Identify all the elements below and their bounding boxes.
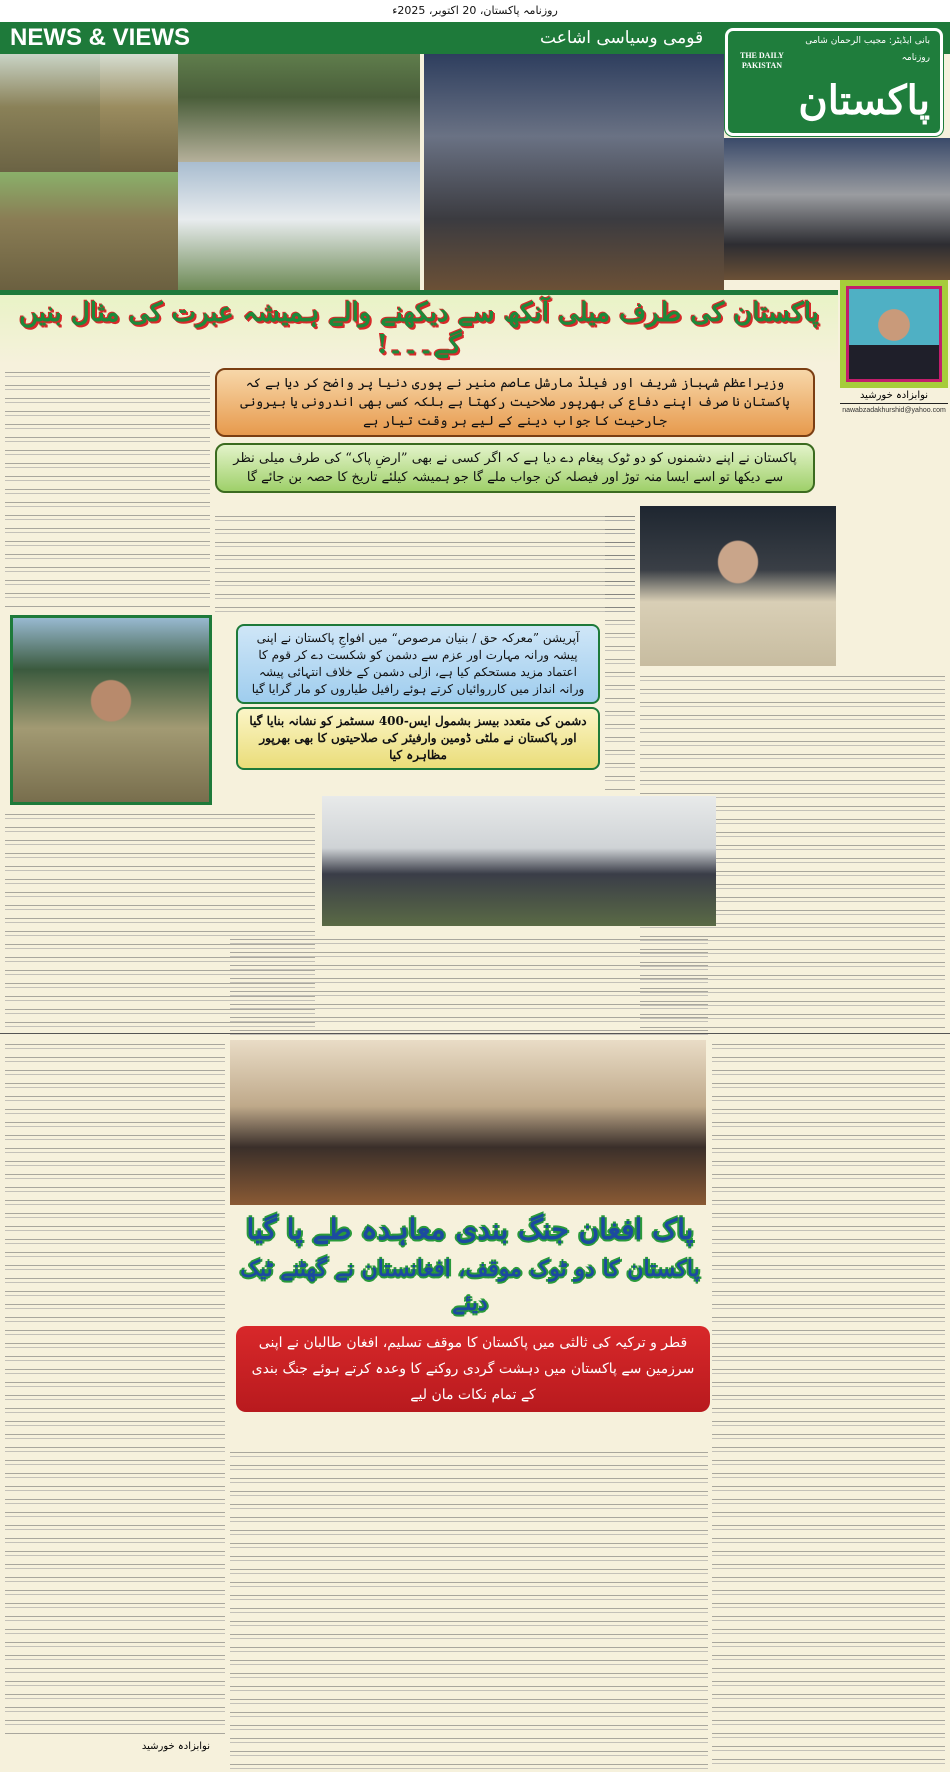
highlight-box-green: پاکستان نے اپنے دشمنوں کو دو ٹوک پیغام دے دیا ہے کہ اگر کسی نے بھی ”ارضِ پاک“ کی طرف میلی نظر سے دیکھا تو اسے ایسا منہ توڑ اور فیصلہ کن جواب ملے گا جو ہمیشہ کیلئے تاریخ کا حصہ بن جائے گا <box>215 443 815 493</box>
author-photo <box>840 280 948 388</box>
text-column <box>5 368 210 610</box>
highlight-box-yellow: دشمن کی متعدد بیسز بشمول ایس-400 سسٹمز کو نشانہ بنایا گیا اور پاکستان نے ملٹی ڈومین وارفیئر کی صلاحیتوں کا بھی بھرپور مظاہرہ کیا <box>236 707 600 770</box>
author-email[interactable]: nawabzadakhurshid@yahoo.com <box>842 407 946 414</box>
logo-prefix: روزنامہ <box>901 53 930 63</box>
main-headline: پاکستان کی طرف میلی آنکھ سے دیکھنے والے ہمیشہ عبرت کی مثال بنیں گے۔۔۔! <box>19 298 819 360</box>
photo-army-chief-salute <box>0 54 100 172</box>
dateline: روزنامہ پاکستان، 20 اکتوبر، 2025ء <box>0 0 950 22</box>
photo-field-marshal <box>10 615 212 805</box>
photo-troops <box>0 172 178 290</box>
newspaper-logo <box>725 28 943 136</box>
text-column <box>712 1040 945 1770</box>
divider <box>0 1033 950 1034</box>
main-headline-banner <box>0 290 838 364</box>
logo-en-line1: THE DAILY <box>740 51 784 60</box>
section-title-ur: قومی وسیاسی اشاعت <box>540 28 704 48</box>
logo-en-line2: PAKISTAN <box>741 61 783 70</box>
text-column <box>5 1040 225 1735</box>
ceasefire-headline <box>230 1208 710 1320</box>
text-column <box>230 935 708 1035</box>
author-portrait <box>846 286 942 382</box>
ceasefire-summary-box: قطر و ترکیہ کی ثالثی میں پاکستان کا موقف تسلیم، افغان طالبان نے اپنی سرزمین سے پاکستان میں دہشت گردی روکنے کا وعدہ کرتے ہوئے جنگ بندی کے تمام نکات مان لیے <box>236 1326 710 1412</box>
highlight-box-blue: آپریشن ”معرکہ حق / بنیان مرصوص“ میں افواجِ پاکستان نے اپنی پیشہ ورانہ مہارت اور عزم سے دشمن کو شکست دے کر قوم کا اعتماد مزید مستحکم کیا ہے، ازلی دشمن کے خلاف انتہائی پیشہ ورانہ انداز میں کارروائیاں کرتے ہوئے رافیل طیاروں کو مار گرایا گیا <box>236 624 600 704</box>
section-title-en: NEWS & VIEWS <box>10 24 191 51</box>
ceasefire-story <box>230 1208 710 1412</box>
logo-title: پاکستان <box>798 77 930 124</box>
photo-army-officer <box>100 54 178 172</box>
highlight-box-orange: وزیراعظم شہباز شریف اور فیلڈ مارشل عاصم منیر نے پوری دنیا پر واضح کر دیا ہے کہ پاکستان نا صرف اپنے دفاع کی بھرپور صلاحیت رکھتا ہے بلکہ کسی بھی اندرونی یا بیرونی جارحیت کا جواب دینے کے لیے ہر وقت تیار ہے <box>215 368 815 437</box>
author-name: نوابزادہ خورشید <box>840 389 948 404</box>
logo-editor: بانی ایڈیٹر: مجیب الرحمان شامی <box>805 36 930 46</box>
text-column <box>215 512 635 620</box>
photo-military-academy <box>178 162 420 290</box>
ceasefire-headline-line1: پاک افغان جنگ بندی معاہدہ طے پا گیا <box>246 1213 694 1246</box>
photo-inauguration-ceremony <box>322 796 716 926</box>
photo-cabinet-meeting <box>424 54 724 290</box>
text-column <box>230 1448 708 1770</box>
highlight-stack-top <box>215 368 815 493</box>
photo-parade-ground <box>178 54 420 162</box>
signature: نوابزادہ خورشید <box>10 1740 210 1754</box>
photo-cabinet-meeting-right <box>724 138 950 280</box>
logo-english <box>740 51 784 71</box>
highlight-stack-middle <box>236 624 600 770</box>
photo-ceasefire-signing <box>230 1040 706 1205</box>
ceasefire-headline-line2: پاکستان کا دو ٹوک موقف، افغانستان نے گھٹنے ٹیک دیئے <box>240 1256 700 1316</box>
photo-prime-minister <box>640 506 836 666</box>
text-column <box>605 512 635 792</box>
